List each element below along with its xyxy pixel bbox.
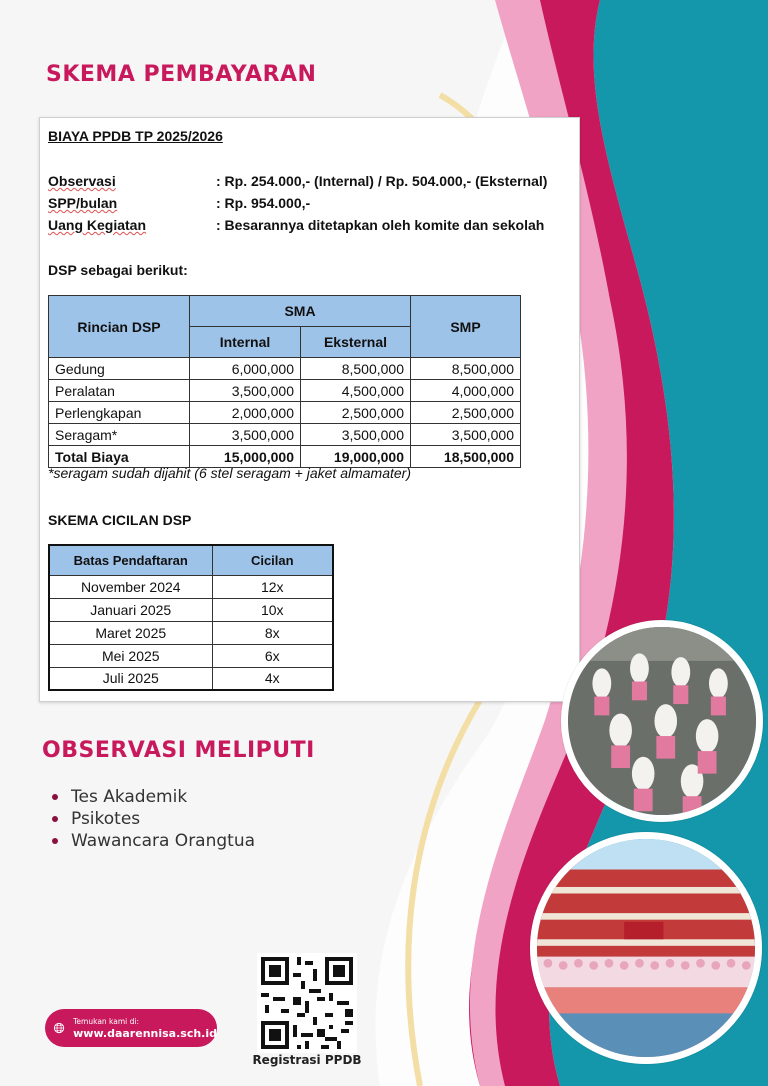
cell-installment: 8x bbox=[212, 621, 333, 644]
col-eksternal: Eksternal bbox=[301, 327, 411, 358]
bullet-icon bbox=[52, 794, 58, 800]
fee-label: Uang Kegiatan bbox=[48, 217, 147, 233]
fee-value: : Rp. 254.000,- (Internal) / Rp. 504.000,- (Eksternal) bbox=[216, 173, 548, 189]
table-row bbox=[49, 575, 333, 598]
col-smp: SMP bbox=[411, 296, 521, 358]
payment-scheme-heading: SKEMA PEMBAYARAN bbox=[46, 62, 317, 87]
dsp-intro: DSP sebagai berikut: bbox=[48, 262, 188, 278]
globe-icon bbox=[53, 1015, 65, 1041]
cell-deadline: Juli 2025 bbox=[49, 667, 212, 690]
cell-eksternal: 8,500,000 bbox=[301, 358, 411, 380]
cell-deadline: Mei 2025 bbox=[49, 644, 212, 667]
installment-title: SKEMA CICILAN DSP bbox=[48, 512, 192, 528]
cell-eksternal: 2,500,000 bbox=[301, 402, 411, 424]
table-row bbox=[49, 598, 333, 621]
cell-internal: 6,000,000 bbox=[190, 358, 301, 380]
qr-label: Registrasi PPDB bbox=[252, 1053, 362, 1067]
cell-deadline: November 2024 bbox=[49, 575, 212, 598]
cell-eksternal: 3,500,000 bbox=[301, 424, 411, 446]
fee-row-spp bbox=[48, 195, 310, 211]
col-deadline: Batas Pendaftaran bbox=[49, 545, 212, 575]
fee-row-kegiatan bbox=[48, 217, 544, 233]
fee-label: Observasi bbox=[48, 173, 116, 189]
list-item: Wawancara Orangtua bbox=[52, 830, 255, 852]
bullet-icon bbox=[52, 838, 58, 844]
cell-item: Seragam* bbox=[49, 424, 190, 446]
table-row bbox=[49, 424, 521, 446]
cell-installment: 10x bbox=[212, 598, 333, 621]
cell-eksternal: 19,000,000 bbox=[301, 446, 411, 468]
col-sma: SMA bbox=[190, 296, 411, 327]
table-row bbox=[49, 380, 521, 402]
fee-label: SPP/bulan bbox=[48, 195, 118, 211]
table-row bbox=[49, 644, 333, 667]
cell-item: Perlengkapan bbox=[49, 402, 190, 424]
cell-installment: 4x bbox=[212, 667, 333, 690]
fee-value: : Besarannya ditetapkan oleh komite dan sekolah bbox=[216, 217, 545, 233]
table-row bbox=[49, 621, 333, 644]
website-badge[interactable] bbox=[45, 1009, 217, 1047]
website-caption: Temukan kami di: bbox=[73, 1016, 140, 1026]
bullet-icon bbox=[52, 816, 58, 822]
document-title: BIAYA PPDB TP 2025/2026 bbox=[48, 128, 223, 144]
table-row bbox=[49, 358, 521, 380]
cell-item: Total Biaya bbox=[49, 446, 190, 468]
fee-row-observasi bbox=[48, 173, 547, 189]
website-url[interactable]: www.daarennisa.sch.id bbox=[73, 1026, 217, 1040]
cell-installment: 12x bbox=[212, 575, 333, 598]
table-row bbox=[49, 402, 521, 424]
cell-internal: 3,500,000 bbox=[190, 380, 301, 402]
cell-eksternal: 4,500,000 bbox=[301, 380, 411, 402]
cell-internal: 3,500,000 bbox=[190, 424, 301, 446]
col-internal: Internal bbox=[190, 327, 301, 358]
cell-internal: 15,000,000 bbox=[190, 446, 301, 468]
cell-internal: 2,000,000 bbox=[190, 402, 301, 424]
fee-document bbox=[39, 117, 580, 702]
registration-qr-code[interactable] bbox=[257, 953, 357, 1053]
uniform-note: *seragam sudah dijahit (6 stel seragam + jaket almamater) bbox=[48, 465, 412, 481]
col-installment: Cicilan bbox=[212, 545, 333, 575]
installment-table bbox=[48, 544, 334, 691]
students-exercise-photo bbox=[561, 620, 763, 822]
observation-heading: OBSERVASI MELIPUTI bbox=[42, 738, 315, 763]
cell-deadline: Januari 2025 bbox=[49, 598, 212, 621]
school-building-photo bbox=[530, 832, 762, 1064]
cell-item: Gedung bbox=[49, 358, 190, 380]
cell-smp: 3,500,000 bbox=[411, 424, 521, 446]
cell-deadline: Maret 2025 bbox=[49, 621, 212, 644]
cell-smp: 18,500,000 bbox=[411, 446, 521, 468]
table-row bbox=[49, 667, 333, 690]
cell-smp: 4,000,000 bbox=[411, 380, 521, 402]
list-item: Tes Akademik bbox=[52, 786, 255, 808]
observation-list bbox=[52, 786, 255, 852]
cell-installment: 6x bbox=[212, 644, 333, 667]
fee-value: : Rp. 954.000,- bbox=[216, 195, 311, 211]
cell-item: Peralatan bbox=[49, 380, 190, 402]
cell-smp: 2,500,000 bbox=[411, 402, 521, 424]
cell-smp: 8,500,000 bbox=[411, 358, 521, 380]
col-rincian: Rincian DSP bbox=[49, 296, 190, 358]
list-item: Psikotes bbox=[52, 808, 255, 830]
dsp-table bbox=[48, 295, 521, 468]
